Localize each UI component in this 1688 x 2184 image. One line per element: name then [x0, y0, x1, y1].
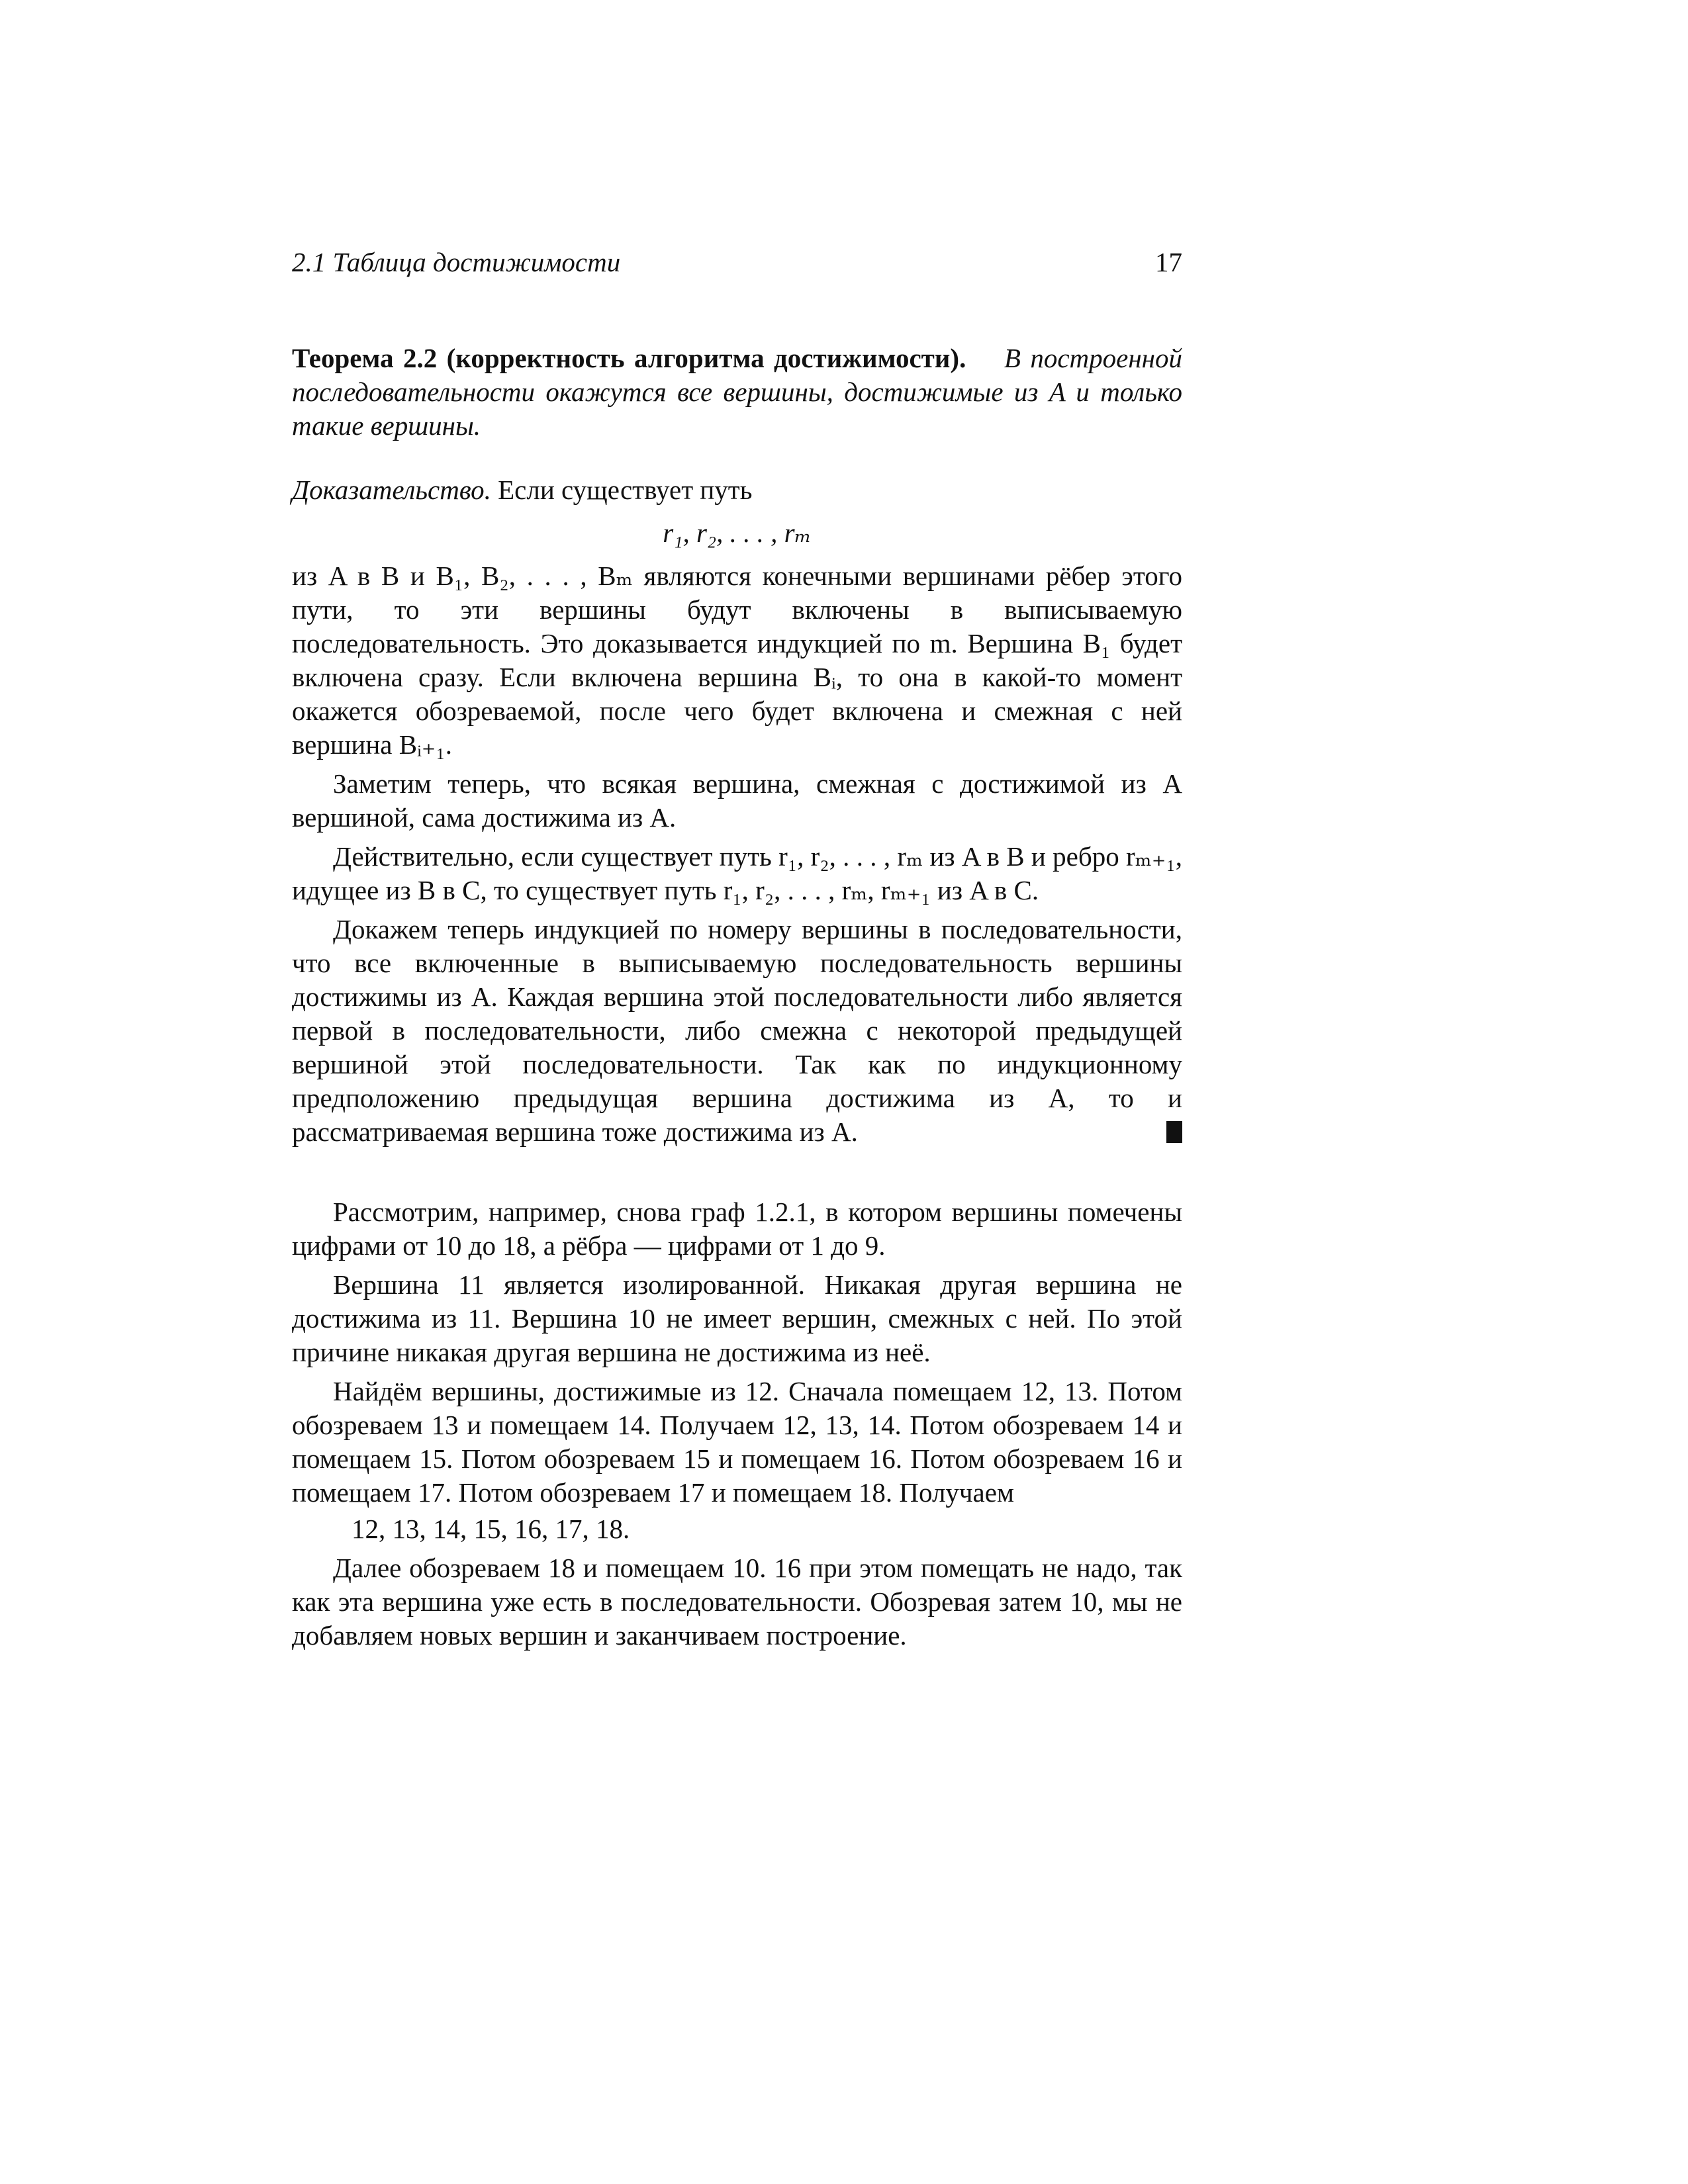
- page-number: 17: [1155, 247, 1182, 277]
- theorem-block: [292, 341, 1182, 443]
- theorem-label: Теорема 2.2 (корректность алгоритма достижимости).: [292, 343, 966, 373]
- proof-paragraph-4-text: Докажем теперь индукцией по номеру вершины в последовательности, что все включенные в выписываемую последовательность вершины достижимы из A. Каждая вершина этой последовательности либо является первой в последовательности, либо смежна с некоторой предыдущей вершиной этой последовательности. Так как по индукционному предположению предыдущая вершина достижима из A, то и рассматриваемая вершина тоже достижима из A.: [292, 914, 1182, 1147]
- example-paragraph-2: Вершина 11 является изолированной. Никакая другая вершина не достижима из 11. Вершина 10 не имеет вершин, смежных с ней. По этой причине никакая другая вершина не достижима из неё.: [292, 1269, 1182, 1367]
- running-header: [292, 246, 1182, 286]
- proof-paragraph-2: Заметим теперь, что всякая вершина, смежная с достижимой из A вершиной, сама достижима из A.: [292, 768, 1182, 833]
- example-paragraph-3: Найдём вершины, достижимые из 12. Сначала помещаем 12, 13. Потом обозреваем 13 и помещаем 14. Получаем 12, 13, 14. Потом обозреваем 14 и помещаем 15. Потом обозреваем 15 и помещаем 16. Потом обозреваем 16 и помещаем 17. Потом обозреваем 17 и помещаем 18. Получаем: [292, 1376, 1182, 1508]
- proof-label: Доказательство.: [292, 475, 491, 505]
- example-paragraph-4: Далее обозреваем 18 и помещаем 10. 16 при этом помещать не надо, так как эта вершина уже есть в последовательности. Обозревая затем 10, мы не добавляем новых вершин и заканчиваем построение.: [292, 1553, 1182, 1651]
- proof-paragraph-4: [292, 913, 1182, 1149]
- vertex-sequence: 12, 13, 14, 15, 16, 17, 18.: [352, 1514, 630, 1544]
- proof-paragraph-3: Действительно, если существует путь r₁, r₂, . . . , rₘ из A в B и ребро rₘ₊₁, идущее из B в C, то существует путь r₁, r₂, . . . , rₘ, rₘ₊₁ из A в C.: [292, 841, 1182, 905]
- example-paragraph-1: Рассмотрим, например, снова граф 1.2.1, в котором вершины помечены цифрами от 10 до 18, а рёбра — цифрами от 1 до 9.: [292, 1197, 1182, 1261]
- display-formula: r₁, r₂, . . . , rₘ: [663, 518, 812, 548]
- proof-intro-text: Если существует путь: [498, 475, 753, 505]
- qed-mark: [1166, 1121, 1182, 1143]
- page-body: [292, 341, 1182, 1653]
- section-title: 2.1 Таблица достижимости: [292, 247, 621, 277]
- proof-paragraph-1: из A в B и B₁, B₂, . . . , Bₘ являются конечными вершинами рёбер этого пути, то эти вершины будут включены в выписываемую последовательность. Это доказывается индукцией по m. Вершина B₁ будет включена сразу. Если включена вершина Bᵢ, то она в какой-то момент окажется обозреваемой, после чего будет включена и смежная с ней вершина Bᵢ₊₁.: [292, 561, 1182, 760]
- proof-intro: [292, 473, 1182, 507]
- theorem-statement: В построенной последовательности окажутся все вершины, достижимые из A и только такие вершины.: [292, 343, 1183, 441]
